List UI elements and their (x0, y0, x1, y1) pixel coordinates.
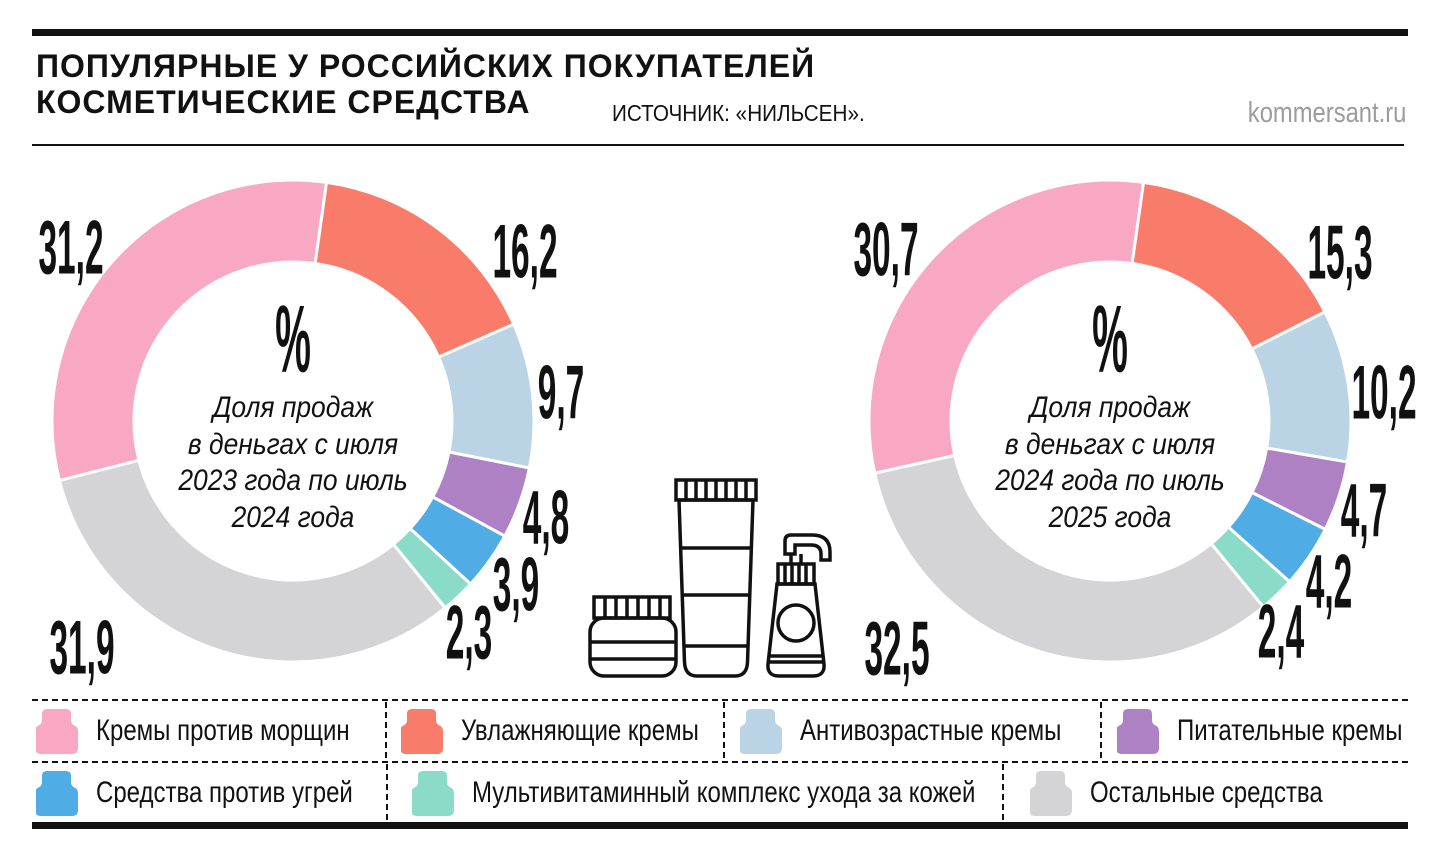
legend-separator (1100, 702, 1102, 758)
slice-value-label: 30,7 (853, 207, 919, 293)
slice-value-label: 4,8 (522, 475, 570, 561)
caption-line: 2024 года по июль (995, 464, 1225, 497)
slice-value-label: 4,7 (1340, 468, 1388, 554)
legend-item-label: Увлажняющие кремы (461, 714, 699, 747)
legend-item (401, 702, 758, 760)
legend-rule-top (32, 699, 1408, 701)
caption-line: Доля продаж (212, 391, 374, 424)
slice-value-label: 3,9 (492, 542, 540, 628)
legend-item (412, 764, 1101, 822)
caption-line: в деньгах с июля (1004, 427, 1216, 461)
cream-jar-icon (590, 597, 676, 676)
legend-item-label: Остальные средства (1090, 776, 1323, 809)
legend-item (1030, 764, 1381, 822)
slice-value-label: 15,3 (1307, 210, 1373, 296)
legend-item-label: Питательные кремы (1177, 714, 1403, 747)
legend-jar-swatch-icon (740, 708, 782, 754)
cosmetics-icons (588, 478, 843, 678)
legend-item-label: Антивозрастные кремы (800, 714, 1062, 747)
legend-item-label: Мультивитаминный комплекс ухода за кожей (472, 776, 976, 809)
slice-value-label: 32,5 (864, 606, 930, 692)
legend-item (740, 702, 1127, 760)
slice-value-label: 2,3 (445, 590, 493, 676)
percent-sign: % (275, 286, 311, 393)
legend-item (36, 702, 413, 760)
source-label: ИСТОЧНИК: «НИЛЬСЕН». (612, 100, 865, 126)
legend-separator (386, 764, 388, 820)
slice-value-label: 2,4 (1257, 589, 1305, 675)
legend-jar-swatch-icon (1030, 770, 1072, 816)
page-title-line1: ПОПУЛЯРНЫЕ У РОССИЙСКИХ ПОКУПАТЕЛЕЙ (36, 48, 816, 84)
legend-rule-middle (32, 761, 1408, 763)
caption-line: 2025 года (1048, 500, 1172, 534)
caption-line: Доля продаж (1029, 391, 1191, 424)
page-title-line2: КОСМЕТИЧЕСКИЕ СРЕДСТВА (36, 83, 531, 120)
legend-jar-swatch-icon (401, 708, 443, 754)
legend-jar-swatch-icon (36, 708, 78, 754)
slice-value-label: 31,2 (38, 205, 104, 291)
slice-value-label: 4,2 (1305, 539, 1353, 625)
caption-line: 2024 года (231, 500, 355, 534)
legend-item-label: Кремы против морщин (96, 714, 350, 747)
legend-jar-swatch-icon (36, 770, 78, 816)
slice-value-label: 31,9 (49, 605, 115, 691)
slice-value-label: 16,2 (492, 209, 558, 295)
center-caption-right (995, 390, 1224, 536)
slice-value-label: 10,2 (1351, 350, 1417, 436)
caption-line: 2023 года по июль (178, 464, 408, 497)
percent-sign: % (1092, 286, 1128, 393)
caption-line: в деньгах с июля (187, 427, 399, 461)
legend-item-label: Средства против угрей (96, 776, 353, 809)
legend-separator (1002, 764, 1004, 820)
slice-value-label: 9,7 (537, 350, 585, 436)
legend-jar-swatch-icon (1117, 708, 1159, 754)
donut-slice (1132, 182, 1325, 349)
pump-bottle-icon (768, 535, 830, 676)
legend-item (36, 764, 417, 822)
legend-separator (385, 702, 387, 758)
legend-item (1117, 702, 1440, 760)
bottom-rule (32, 822, 1408, 829)
legend-separator (723, 702, 725, 758)
legend-jar-swatch-icon (412, 770, 454, 816)
cream-tube-icon (676, 480, 756, 676)
site-label: kommersant.ru (1247, 97, 1406, 129)
